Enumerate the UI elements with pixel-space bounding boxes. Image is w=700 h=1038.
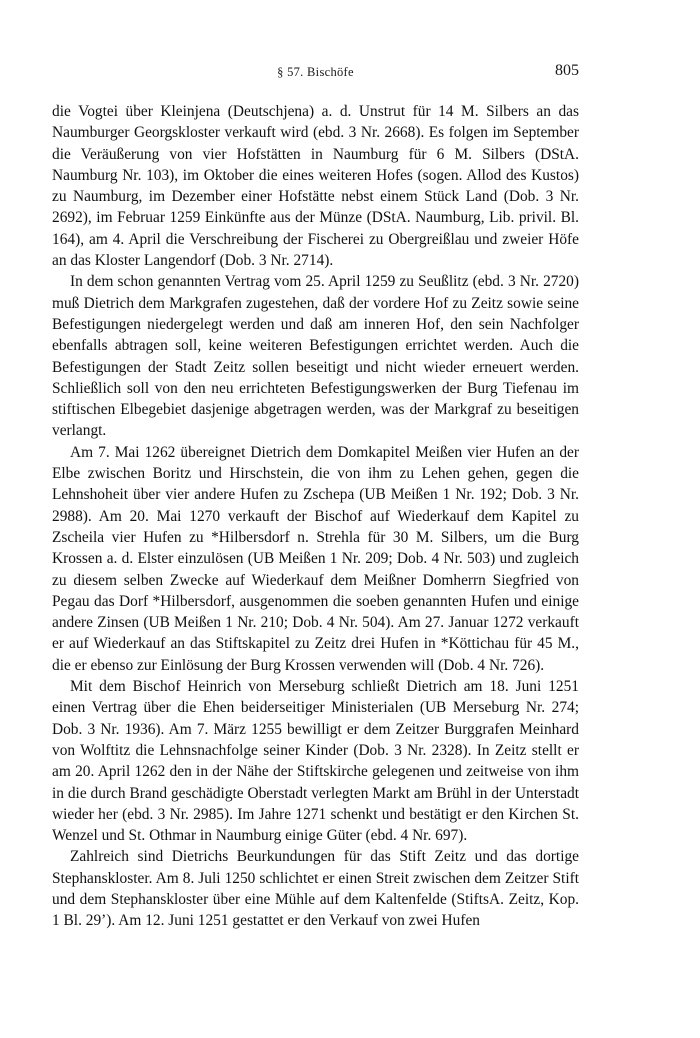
page-number: 805	[555, 62, 579, 79]
paragraph: die Vogtei über Kleinjena (Deutschjena) a. d. Unstrut für 14 M. Silbers an das Naumburger Georgskloster verkauft wird (ebd. 3 Nr. 2668). Es folgen im September die Veräußerung von vier Hofstätten in Naumburg für 6 M. Silbers (DStA. Naumburg Nr. 103), im Oktober die eines weiteren Hofes (sogen. Allod des Kustos) zu Naumburg, im Dezember einer Hofstätte nebst einem Stück Land (Dob. 3 Nr. 2692), im Februar 1259 Einkünfte aus der Münze (DStA. Naumburg, Lib. privil. Bl. 164), am 4. April die Verschreibung der Fischerei zu Obergreißlau und zweier Höfe an das Kloster Langendorf (Dob. 3 Nr. 2714).	[52, 103, 579, 270]
paragraph: Am 7. Mai 1262 übereignet Dietrich dem Domkapitel Meißen vier Hufen an der Elbe zwischen Boritz und Hirschstein, die von ihm zu Lehen gehen, gegen die Lehnshoheit über vier andere Hufen zu Zschepa (UB Meißen 1 Nr. 192; Dob. 3 Nr. 2988). Am 20. Mai 1270 verkauft der Bischof auf Wiederkauf dem Kapitel zu Zscheila vier Hufen zu *Hilbersdorf n. Strehla für 30 M. Silbers, um die Burg Krossen a. d. Elster einzulösen (UB Meißen 1 Nr. 209; Dob. 4 Nr. 503) und zugleich zu diesem selben Zwecke auf Wiederkauf dem Meißner Domherrn Siegfried von Pegau das Dorf *Hilbersdorf, ausgenommen die soeben genannten Hufen und einige andere Zinsen (UB Meißen 1 Nr. 210; Dob. 4 Nr. 504). Am 27. Januar 1272 verkauft er auf Wiederkauf an das Stiftskapitel zu Zeitz drei Hufen in *Köttichau für 45 M., die er ebenso zur Einlösung der Burg Krossen verwenden will (Dob. 4 Nr. 726).	[52, 443, 579, 674]
paragraph: Zahlreich sind Dietrichs Beurkundungen für das Stift Zeitz und das dortige Stephanskloster. Am 8. Juli 1250 schlichtet er einen Streit zwischen dem Zeitzer Stift und dem Stephanskloster über eine Mühle auf dem Kaltenfelde (StiftsA. Zeitz, Kop. 1 Bl. 29’). Am 12. Juni 1251 gestattet er den Verkauf von zwei Hufen	[52, 848, 579, 930]
paragraph: Mit dem Bischof Heinrich von Merseburg schließt Dietrich am 18. Juni 1251 einen Vertrag über die Ehen beiderseitiger Ministerialen (UB Merseburg Nr. 274; Dob. 3 Nr. 1936). Am 7. März 1255 bewilligt er dem Zeitzer Burggrafen Meinhard von Wolftitz die Lehnsnachfolge seiner Kinder (Dob. 3 Nr. 2328). In Zeitz stellt er am 20. April 1262 den in der Nähe der Stiftskirche gelegenen und zeitweise von ihm in die durch Brand geschädigte Oberstadt verlegten Markt am Brühl in der Unterstadt wieder her (ebd. 3 Nr. 2985). Im Jahre 1271 schenkt und bestätigt er den Kirchen St. Wenzel und St. Othmar in Naumburg einige Güter (ebd. 4 Nr. 697).	[52, 678, 579, 845]
running-title: § 57. Bischöfe	[277, 65, 354, 79]
paragraph: In dem schon genannten Vertrag vom 25. April 1259 zu Seußlitz (ebd. 3 Nr. 2720) muß Dietrich dem Markgrafen zugestehen, daß der vordere Hof zu Zeitz sowie seine Befestigungen niedergelegt werden und daß am inneren Hof, den sein Nachfolger ebenfalls abtragen soll, keine weiteren Befestigungen errichtet werden. Auch die Befestigungen der Stadt Zeitz sollen beseitigt und nicht wieder erneuert werden. Schließlich soll von den neu errichteten Befestigungswerken der Burg Tiefenau im stiftischen Elbegebiet dasjenige abgetragen werden, was der Markgraf zu beseitigen verlangt.	[52, 273, 579, 440]
body-text	[52, 101, 579, 932]
running-header	[52, 62, 579, 82]
